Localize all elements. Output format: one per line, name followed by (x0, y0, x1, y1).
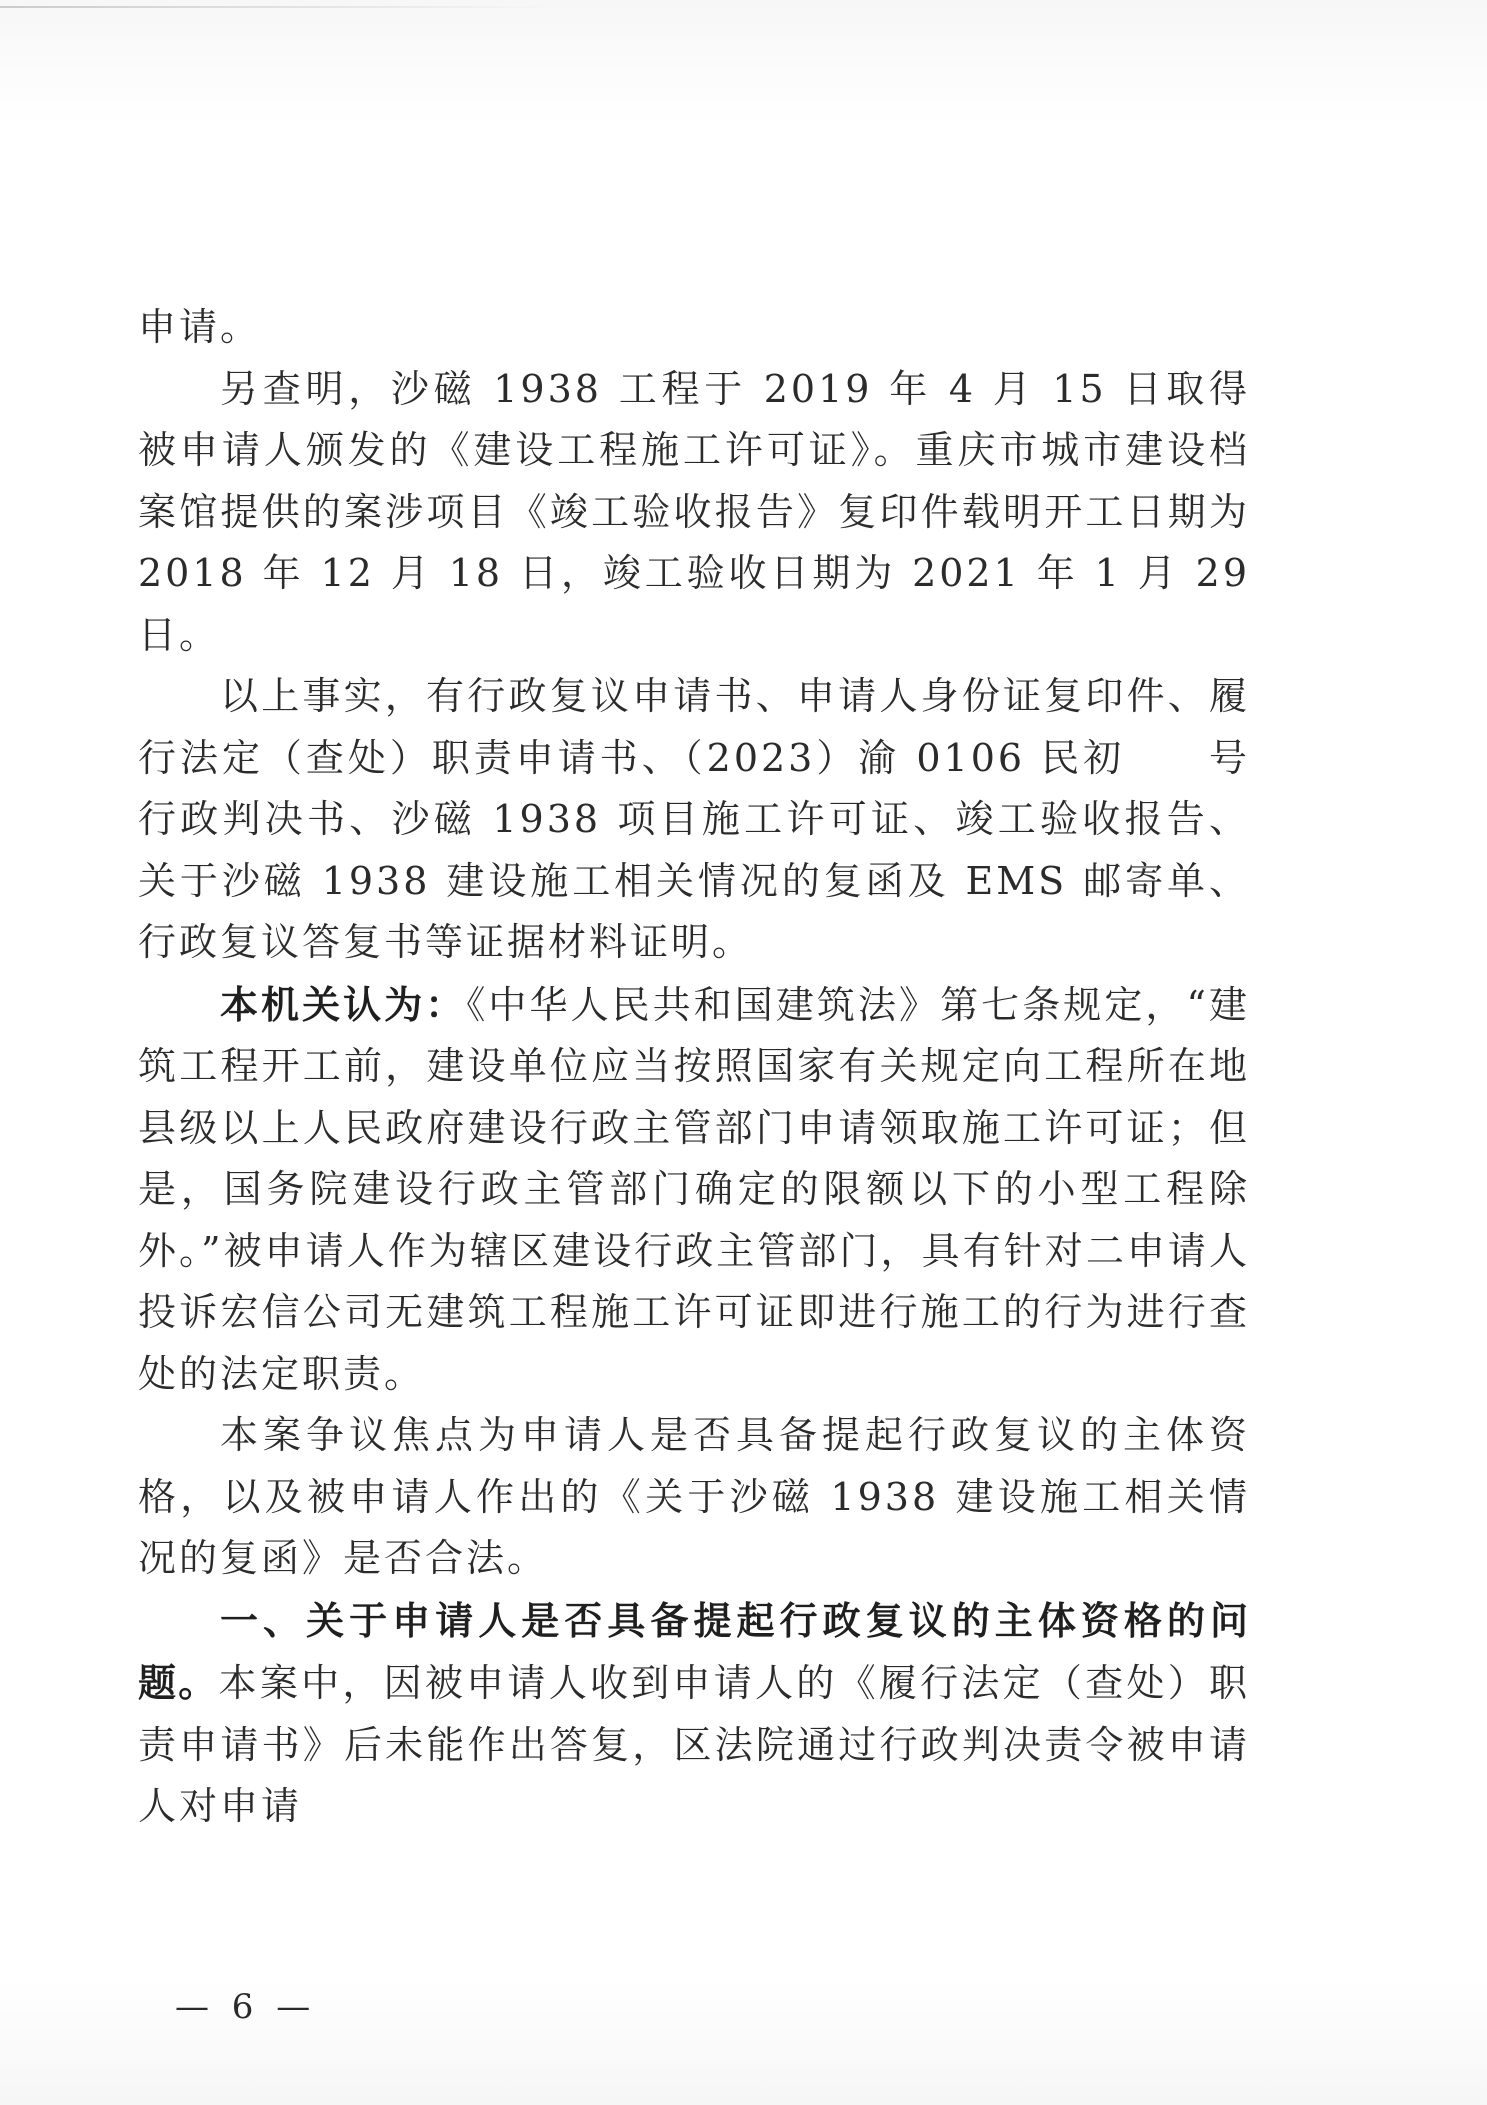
section-heading: 一、关于申请人是否具备提起行政复议的主体资格的问题。 (138, 1597, 1250, 1705)
paragraph-evidence (138, 666, 1250, 974)
paragraph-application-end (138, 297, 1250, 359)
paragraph-dispute-focus (138, 1405, 1250, 1590)
paragraph-authority-opinion (138, 974, 1250, 1406)
page-number (0, 1987, 1487, 2027)
paragraph-additional-findings (138, 359, 1250, 667)
page-number-text: — 6 — (175, 1987, 317, 2027)
paragraph-issue-one (138, 1590, 1250, 1838)
paragraph-text: 申请。 (138, 305, 262, 349)
paragraph-text: 《中华人民共和国建筑法》第七条规定，“建筑工程开工前，建设单位应当按照国家有关规定向工程所在地县级以上人民政府建设行政主管部门申请领取施工许可证；但是，国务院建设行政主管部门确定的限额以下的小型工程除外。”被申请人作为辖区建设行政主管部门，具有针对二申请人投诉宏信公司无建筑工程施工许可证即进行施工的行为进行查处的法定职责。 (138, 982, 1250, 1396)
scan-edge-line (0, 6, 560, 8)
paragraph-text: 以上事实，有行政复议申请书、申请人身份证复印件、履行法定（查处）职责申请书、（2023）渝 0106 民初 号行政判决书、沙磁 1938 项目施工许可证、竣工验收报告、关于沙磁 1938 建设施工相关情况的复函及 EMS 邮寄单、行政复议答复书等证据材料证明。 (138, 674, 1250, 964)
paragraph-text: 本案中，因被申请人收到申请人的《履行法定（查处）职责申请书》后未能作出答复，区法院通过行政判决责令被申请人对申请 (138, 1661, 1250, 1828)
paragraph-text: 另查明，沙磁 1938 工程于 2019 年 4 月 15 日取得被申请人颁发的《建设工程施工许可证》。重庆市城市建设档案馆提供的案涉项目《竣工验收报告》复印件载明开工日期为 2018 年 12 月 18 日，竣工验收日期为 2021 年 1 月 29 日。 (138, 366, 1250, 657)
document-body (138, 297, 1250, 1838)
paragraph-text: 本案争议焦点为申请人是否具备提起行政复议的主体资格，以及被申请人作出的《关于沙磁 1938 建设施工相关情况的复函》是否合法。 (138, 1413, 1250, 1580)
paragraph-lead: 本机关认为： (220, 981, 467, 1027)
